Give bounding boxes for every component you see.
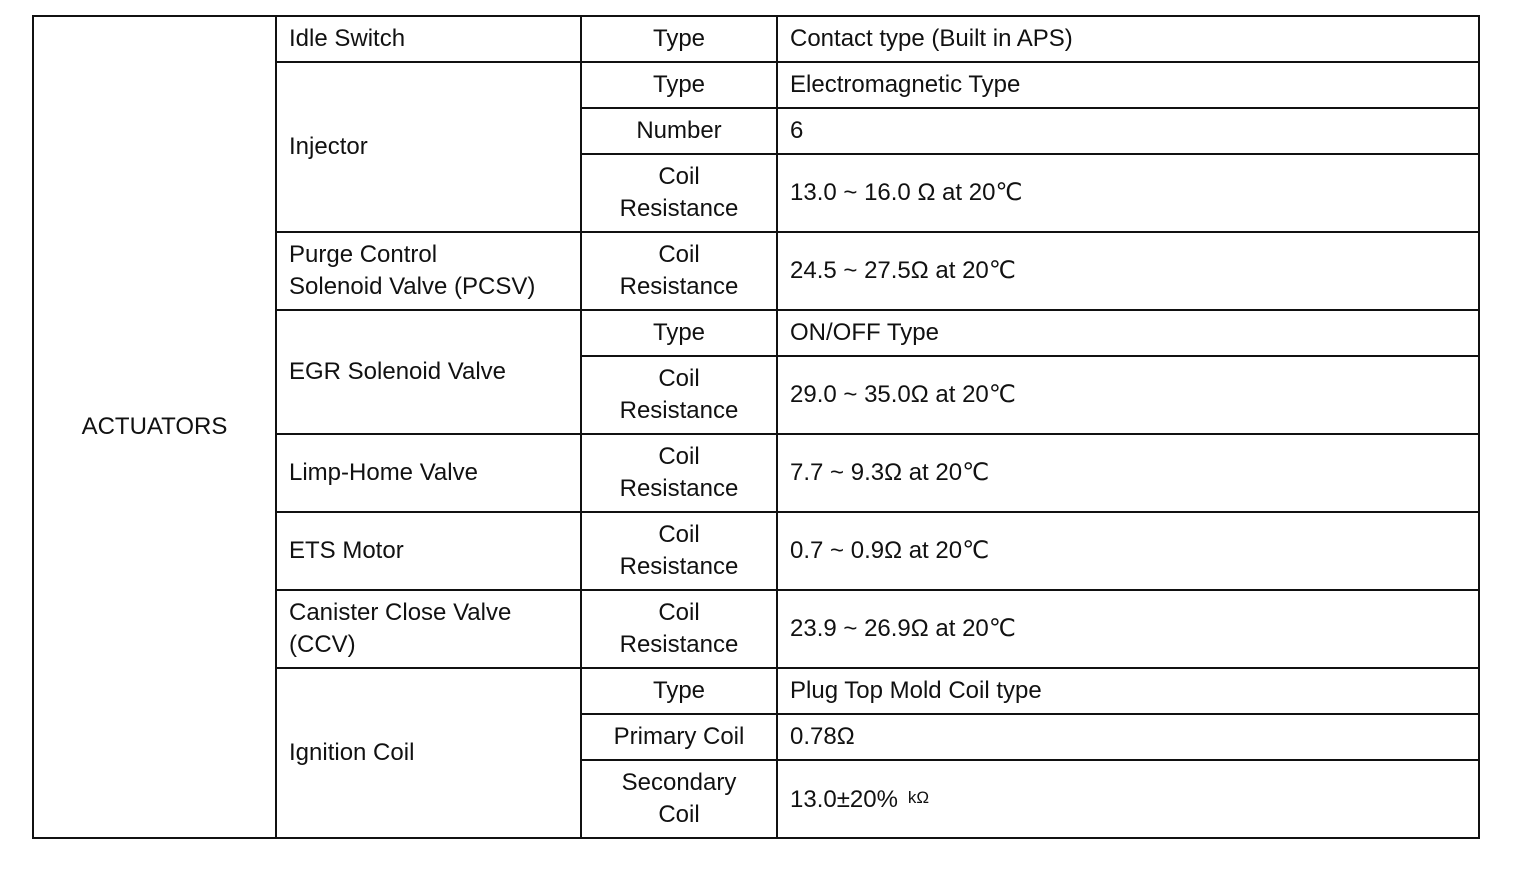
param-cell: Type (581, 62, 777, 108)
param-line: Resistance (619, 397, 739, 424)
param-line: Resistance (619, 195, 739, 222)
value-cell: Contact type (Built in APS) (777, 16, 1479, 62)
value-cell: 7.7 ~ 9.3Ω at 20℃ (777, 434, 1479, 512)
component-line: (CCV) (289, 631, 356, 658)
component-line: Canister Close Valve (289, 599, 512, 626)
actuators-spec-table (32, 15, 1480, 839)
component-ccv (276, 590, 581, 668)
component-limp-home-valve: Limp-Home Valve (276, 434, 581, 512)
param-line: Coil (658, 443, 700, 470)
param-line: Coil (658, 241, 700, 268)
value-cell: 23.9 ~ 26.9Ω at 20℃ (777, 590, 1479, 668)
param-cell: Type (581, 310, 777, 356)
value-cell: 29.0 ~ 35.0Ω at 20℃ (777, 356, 1479, 434)
value-cell: Plug Top Mold Coil type (777, 668, 1479, 714)
value-cell (777, 760, 1479, 838)
value-cell: 0.7 ~ 0.9Ω at 20℃ (777, 512, 1479, 590)
component-pcsv (276, 232, 581, 310)
param-cell (581, 356, 777, 434)
param-line: Coil (658, 163, 700, 190)
value-text: 13.0±20% (790, 786, 898, 813)
component-line: Solenoid Valve (PCSV) (289, 273, 536, 300)
value-cell: ON/OFF Type (777, 310, 1479, 356)
param-cell: Number (581, 108, 777, 154)
component-idle-switch: Idle Switch (276, 16, 581, 62)
param-cell: Primary Coil (581, 714, 777, 760)
param-line: Resistance (619, 273, 739, 300)
param-cell: Type (581, 16, 777, 62)
component-ignition-coil: Ignition Coil (276, 668, 581, 838)
component-egr-solenoid-valve: EGR Solenoid Valve (276, 310, 581, 434)
param-line: Resistance (619, 475, 739, 502)
param-cell (581, 590, 777, 668)
param-cell (581, 434, 777, 512)
component-injector: Injector (276, 62, 581, 232)
value-cell: 0.78Ω (777, 714, 1479, 760)
param-cell (581, 154, 777, 232)
component-line: Purge Control (289, 241, 438, 268)
value-cell: 6 (777, 108, 1479, 154)
param-cell (581, 760, 777, 838)
param-line: Resistance (619, 631, 739, 658)
unit-label: kΩ (907, 788, 930, 807)
component-ets-motor: ETS Motor (276, 512, 581, 590)
param-line: Secondary (621, 769, 737, 796)
param-line: Resistance (619, 553, 739, 580)
param-line: Coil (658, 521, 700, 548)
category-label: ACTUATORS (33, 16, 276, 838)
param-line: Coil (658, 365, 700, 392)
param-cell: Type (581, 668, 777, 714)
value-cell: 13.0 ~ 16.0 Ω at 20℃ (777, 154, 1479, 232)
value-cell: Electromagnetic Type (777, 62, 1479, 108)
param-line: Coil (658, 801, 700, 828)
value-cell: 24.5 ~ 27.5Ω at 20℃ (777, 232, 1479, 310)
table-row (33, 16, 1479, 62)
param-cell (581, 232, 777, 310)
param-line: Coil (658, 599, 700, 626)
param-cell (581, 512, 777, 590)
